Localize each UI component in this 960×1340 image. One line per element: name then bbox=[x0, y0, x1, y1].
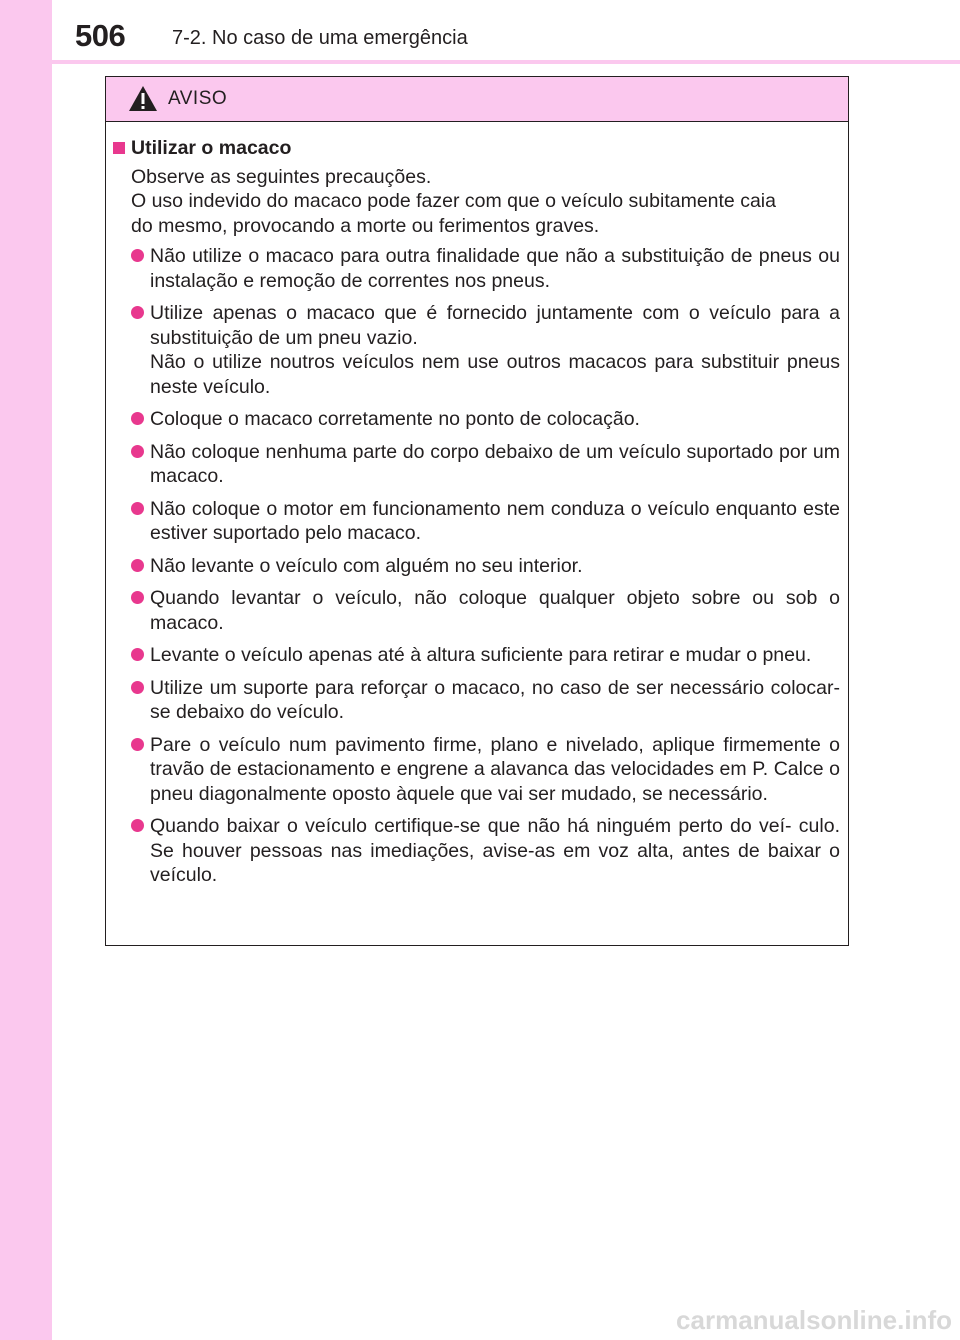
round-bullet-icon bbox=[131, 249, 144, 262]
square-bullet-icon bbox=[113, 142, 125, 154]
precaution-text bbox=[150, 244, 840, 293]
precaution-item bbox=[113, 244, 840, 293]
precaution-paragraph: Quando levantar o veículo, não coloque qualquer objeto sobre ou sob o macaco. bbox=[150, 587, 840, 634]
header-rule bbox=[52, 60, 960, 64]
precaution-item bbox=[113, 554, 840, 579]
precaution-item bbox=[113, 643, 840, 668]
precaution-paragraph: Levante o veículo apenas até à altura suficiente para retirar e mudar o pneu. bbox=[150, 644, 812, 666]
intro-line: O uso indevido do macaco pode fazer com que o veículo subitamente caia bbox=[131, 190, 776, 212]
precaution-paragraph: Não coloque o motor em funcionamento nem conduza o veículo enquanto este estiver suportado pelo macaco. bbox=[150, 497, 840, 544]
precaution-text bbox=[150, 497, 840, 546]
precaution-list bbox=[113, 244, 840, 888]
topic-heading bbox=[113, 136, 840, 161]
precaution-text bbox=[150, 440, 840, 489]
precaution-text bbox=[150, 733, 840, 807]
watermark: carmanualsonline.info bbox=[676, 1305, 952, 1335]
round-bullet-icon bbox=[131, 306, 144, 319]
round-bullet-icon bbox=[131, 681, 144, 694]
warning-box bbox=[105, 76, 849, 946]
section-title: 7-2. No caso de uma emergência bbox=[172, 27, 468, 49]
precaution-paragraph: Coloque o macaco corretamente no ponto de colocação. bbox=[150, 408, 640, 430]
precaution-text bbox=[150, 676, 840, 725]
precaution-text bbox=[150, 814, 840, 888]
intro-line: do mesmo, provocando a morte ou ferimentos graves. bbox=[131, 214, 600, 237]
precaution-text bbox=[150, 586, 840, 635]
precaution-paragraph: Não levante o veículo com alguém no seu interior. bbox=[150, 554, 583, 577]
precaution-text bbox=[150, 554, 840, 579]
round-bullet-icon bbox=[131, 502, 144, 515]
precaution-paragraph: Pare o veículo num pavimento firme, plano e nivelado, aplique firmemente o travão de estacionamento e engrene a alavanca das velocidades em P. Calce o pneu diagonalmente oposto àquele que vai ser mudado, se necessário. bbox=[150, 733, 840, 805]
warning-header bbox=[106, 77, 848, 122]
warning-body bbox=[106, 122, 848, 888]
precaution-item bbox=[113, 497, 840, 546]
warning-label: AVISO bbox=[168, 88, 228, 109]
precaution-item bbox=[113, 440, 840, 489]
intro-text bbox=[113, 165, 840, 239]
round-bullet-icon bbox=[131, 559, 144, 572]
precaution-text bbox=[150, 301, 840, 399]
precaution-paragraph: Utilize apenas o macaco que é fornecido juntamente com o veículo para a substituição de um pneu vazio. bbox=[150, 302, 840, 349]
round-bullet-icon bbox=[131, 738, 144, 751]
topic-title: Utilizar o macaco bbox=[131, 137, 292, 159]
precaution-item bbox=[113, 814, 840, 888]
warning-triangle-icon bbox=[128, 85, 158, 117]
side-color-bar bbox=[0, 0, 52, 1340]
precaution-paragraph: Quando baixar o veículo certifique-se que não há ninguém perto do veí- culo. Se houver pessoas nas imediações, avise-as em voz alta, antes de baixar o veículo. bbox=[150, 815, 840, 886]
precaution-text bbox=[150, 407, 840, 432]
precaution-paragraph: Não utilize o macaco para outra finalidade que não a substituição de pneus ou instalação e remoção de correntes nos pneus. bbox=[150, 245, 840, 292]
precaution-text bbox=[150, 643, 840, 668]
round-bullet-icon bbox=[131, 819, 144, 832]
round-bullet-icon bbox=[131, 591, 144, 604]
round-bullet-icon bbox=[131, 445, 144, 458]
precaution-paragraph: Utilize um suporte para reforçar o macaco, no caso de ser necessário colocar-se debaixo do veículo. bbox=[150, 676, 840, 723]
round-bullet-icon bbox=[131, 648, 144, 661]
precaution-paragraph: Não o utilize noutros veículos nem use outros macacos para substituir pneus neste veículo. bbox=[150, 351, 840, 398]
precaution-item bbox=[113, 407, 840, 432]
precaution-paragraph: Não coloque nenhuma parte do corpo debaixo de um veículo suportado por um macaco. bbox=[150, 440, 840, 487]
precaution-item bbox=[113, 676, 840, 725]
precaution-item bbox=[113, 733, 840, 807]
precaution-item bbox=[113, 301, 840, 399]
round-bullet-icon bbox=[131, 412, 144, 425]
page-number: 506 bbox=[75, 18, 126, 53]
intro-line: Observe as seguintes precauções. bbox=[131, 165, 432, 188]
precaution-item bbox=[113, 586, 840, 635]
